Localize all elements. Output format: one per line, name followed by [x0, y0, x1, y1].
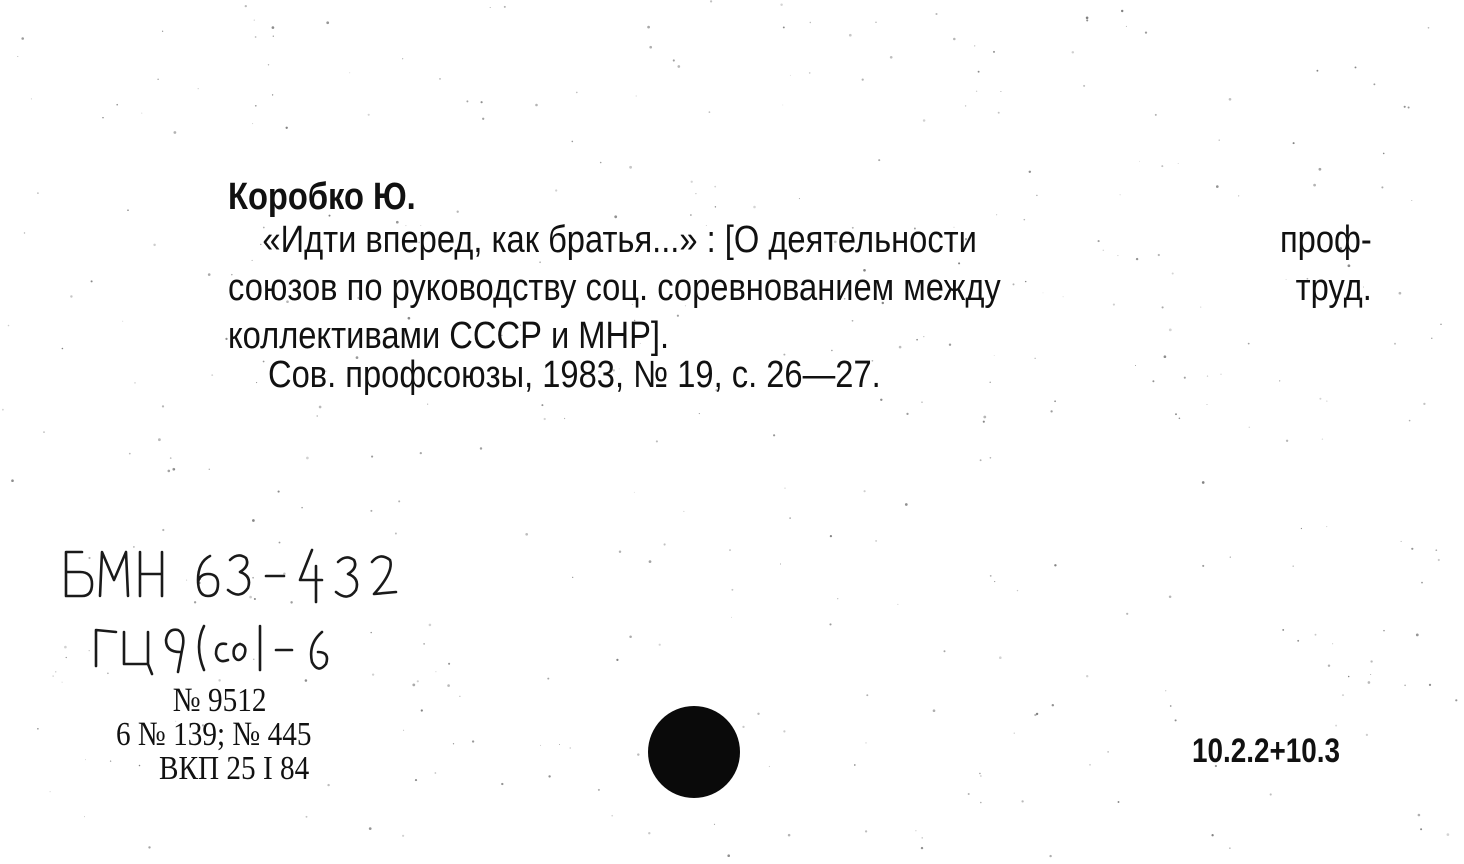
description-line-2-end: труд.	[1295, 267, 1372, 309]
classification-code: 10.2.2+10.3	[1192, 732, 1341, 770]
source-citation: Сов. профсоюзы, 1983, № 19, с. 26—27.	[268, 354, 881, 396]
description-line-1	[228, 216, 1372, 264]
stamp-line-2: 6 № 139; № 445	[116, 716, 312, 753]
description-line-3-text: коллективами СССР и МНР].	[228, 315, 670, 357]
punched-hole	[648, 706, 740, 798]
stamp-line-3: ВКП 25 I 84	[159, 750, 310, 787]
description-line-2-text: союзов по руководству соц. соревнованием между	[228, 267, 1001, 309]
stamp-line-1: № 9512	[172, 682, 267, 719]
description-line-3	[228, 312, 1380, 360]
accession-stamp	[116, 684, 312, 786]
description-line-1-text: «Идти вперед, как братья...» : [О деятельности	[262, 219, 977, 261]
handwritten-shelfmark	[60, 540, 460, 690]
description-line-2	[228, 264, 1372, 312]
author-heading: Коробко Ю.	[228, 176, 416, 218]
title-description	[228, 216, 1380, 360]
description-line-1-end: проф-	[1279, 219, 1372, 261]
